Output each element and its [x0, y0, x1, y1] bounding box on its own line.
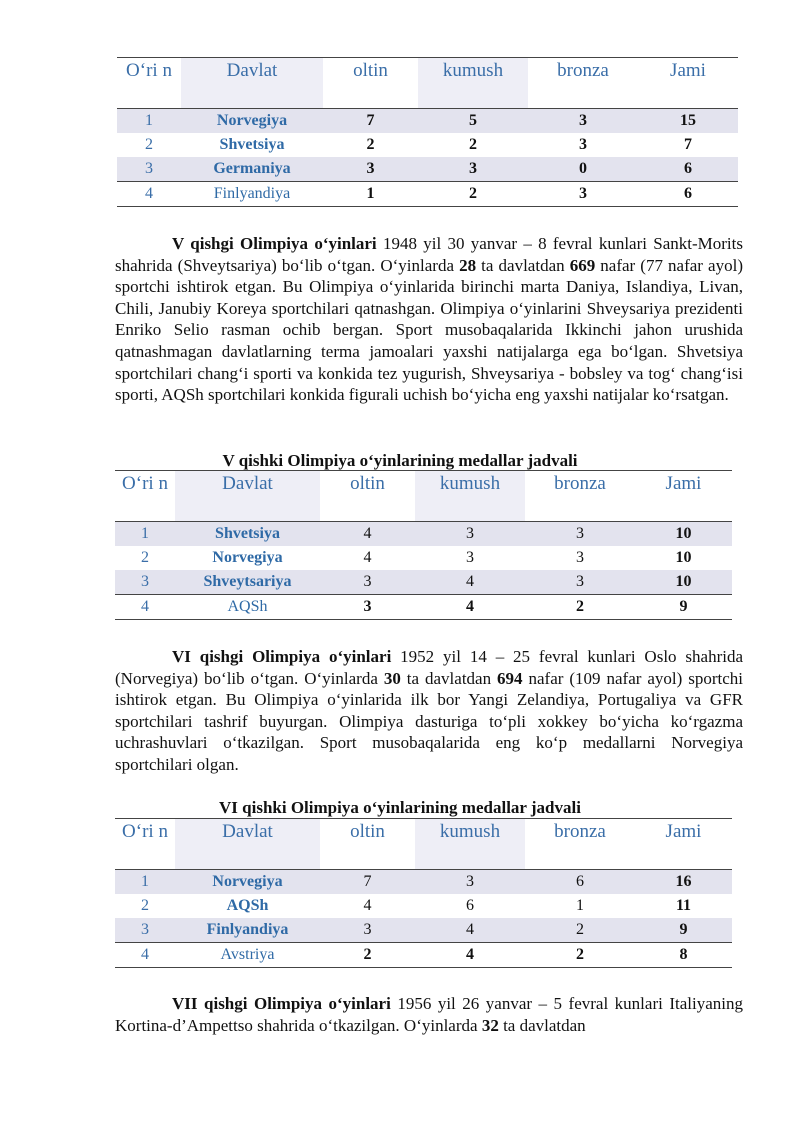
header-gold: oltin — [320, 819, 415, 870]
rank-cell: 1 — [115, 870, 175, 895]
gold-cell: 7 — [323, 109, 418, 134]
athlete-count: 669 — [569, 255, 596, 275]
country-count: 32 — [481, 1015, 499, 1035]
table-row — [115, 522, 732, 547]
silver-cell: 4 — [415, 943, 525, 968]
rank-cell: 4 — [115, 595, 175, 620]
paragraph-text: 1952 yil 14 – 25 fevral kunlari Oslo shahrida (Norvegiya) bo‘lib o‘tgan. O‘yinlarda — [115, 647, 743, 688]
total-cell: 10 — [675, 549, 692, 566]
country-count: 28 — [459, 255, 477, 275]
paragraph-text: nafar (77 nafar ayol) sportchi ishtirok etgan. Bu Olimpiya o‘yinlarida birinchi marta Daniya, Islandiya, Livan, Chili, Janubiy Koreya sportchilari qatnashgan. Olimpiya o‘yinlarini Shveysariya prezidenti Enriko Selio rasman ochib bergan. Sport musobaqalarida Ikkinchi jahon urushida qatnashmagan davlatlarning terma jamoalari yaxshi natijalarga ega bo‘lgan. Shvetsiya sportchilari chang‘i sporti va konkida tez yugurish, Shveysariya - bobsley va tog‘ chang‘isi sporti, AQSh sportchilari konkida figurali uchish bo‘yicha eng yaxshi natijalar ko‘rsatgan. — [115, 255, 743, 405]
rank-cell: 2 — [145, 136, 153, 153]
header-rank: O‘ri n — [115, 819, 175, 870]
paragraph-vi-olympics — [115, 646, 743, 776]
country-cell: Shveytsariya — [175, 570, 320, 595]
table-header-row — [117, 58, 738, 109]
total-cell: 8 — [635, 943, 732, 968]
paragraph-text: 1948 yil 30 yanvar – 8 fevral kunlari Sankt-Morits shahrida (Shveytsariya) bo‘lib o‘tgan. O‘yinlarda — [115, 234, 743, 275]
country-cell: Shvetsiya — [219, 136, 285, 153]
header-silver: kumush — [415, 471, 525, 522]
header-gold: oltin — [323, 58, 418, 109]
paragraph-v-olympics — [115, 233, 743, 406]
rank-cell: 3 — [115, 918, 175, 943]
bronze-cell: 0 — [528, 157, 638, 182]
header-total: Jami — [638, 58, 738, 109]
table-header-row — [115, 819, 732, 870]
header-country: Davlat — [175, 819, 320, 870]
table-row — [115, 546, 732, 570]
rank-cell: 4 — [115, 943, 175, 968]
total-cell: 15 — [638, 109, 738, 134]
header-total: Jami — [635, 819, 732, 870]
athlete-count: 694 — [497, 668, 523, 688]
country-cell: Avstriya — [175, 943, 320, 968]
total-cell: 16 — [635, 870, 732, 895]
gold-cell: 4 — [363, 549, 372, 566]
bronze-cell: 1 — [576, 897, 584, 914]
silver-cell: 5 — [418, 109, 528, 134]
gold-cell: 3 — [323, 157, 418, 182]
rank-cell: 1 — [115, 522, 175, 547]
table-row — [115, 570, 732, 595]
header-country: Davlat — [181, 58, 323, 109]
table-row — [117, 109, 738, 134]
silver-cell: 3 — [415, 870, 525, 895]
total-cell: 9 — [635, 918, 732, 943]
gold-cell: 2 — [366, 136, 375, 153]
table-row — [115, 943, 732, 968]
bronze-cell: 3 — [528, 109, 638, 134]
table-caption: VI qishki Olimpiya o‘yinlarining medallar jadvali — [219, 798, 581, 817]
header-gold: oltin — [320, 471, 415, 522]
bronze-cell: 2 — [525, 918, 635, 943]
paragraph-vii-olympics — [115, 993, 743, 1036]
total-cell: 10 — [635, 522, 732, 547]
table-row — [117, 182, 738, 207]
country-cell: Norvegiya — [175, 870, 320, 895]
medal-table-vi — [115, 818, 732, 968]
table-row — [115, 870, 732, 895]
table-row — [115, 918, 732, 943]
gold-cell: 4 — [363, 897, 372, 914]
total-cell: 6 — [638, 157, 738, 182]
gold-cell: 1 — [323, 182, 418, 207]
country-cell: Finlyandiya — [181, 182, 323, 207]
country-cell: Norvegiya — [181, 109, 323, 134]
header-country: Davlat — [175, 471, 320, 522]
paragraph-text: nafar (109 nafar ayol) sportchi ishtirok etgan. Bu Olimpiya o‘yinlarida ilk bor Yangi Zelandiya, Portugaliya va GFR sportchilari tashrif buyurgan. Olimpiya dasturiga to‘pli xokkey bo‘yicha ko‘rgazma uchrashuvlari o‘tkazilgan. Sport musobaqalarida eng ko‘p medallarni Norvegiya sportchilari olgan. — [115, 668, 744, 774]
header-bronze: bronza — [528, 58, 638, 109]
total-cell: 6 — [638, 182, 738, 207]
country-cell: AQSh — [175, 595, 320, 620]
gold-cell: 3 — [320, 918, 415, 943]
header-total: Jami — [635, 471, 732, 522]
bronze-cell: 2 — [525, 943, 635, 968]
header-rank: O‘ri n — [115, 471, 175, 522]
table-row — [117, 133, 738, 157]
table-row — [115, 595, 732, 620]
country-cell: Finlyandiya — [175, 918, 320, 943]
rank-cell: 1 — [117, 109, 181, 134]
bronze-cell: 3 — [576, 549, 584, 566]
country-cell: Shvetsiya — [175, 522, 320, 547]
table-row — [117, 157, 738, 182]
bronze-cell: 6 — [525, 870, 635, 895]
gold-cell: 7 — [320, 870, 415, 895]
gold-cell: 4 — [320, 522, 415, 547]
paragraph-text: ta davlatdan — [476, 255, 570, 275]
table-row — [115, 894, 732, 918]
total-cell: 9 — [635, 595, 732, 620]
paragraph-lead: VI qishgi Olimpiya o‘yinlari — [172, 647, 392, 666]
silver-cell: 4 — [415, 570, 525, 595]
table-caption: V qishki Olimpiya o‘yinlarining medallar jadvali — [222, 451, 578, 470]
gold-cell: 3 — [320, 570, 415, 595]
paragraph-text: ta davlatdan — [498, 1015, 586, 1035]
header-silver: kumush — [418, 58, 528, 109]
paragraph-lead: VII qishgi Olimpiya o‘yinlari — [172, 994, 391, 1013]
paragraph-lead: V qishgi Olimpiya o‘yinlari — [172, 234, 377, 253]
medal-table-v — [115, 470, 732, 620]
silver-cell: 3 — [415, 522, 525, 547]
rank-cell: 2 — [141, 549, 149, 566]
table-header-row — [115, 471, 732, 522]
header-bronze: bronza — [525, 819, 635, 870]
silver-cell: 4 — [415, 595, 525, 620]
rank-cell: 2 — [141, 897, 149, 914]
silver-cell: 6 — [466, 897, 474, 914]
silver-cell: 4 — [415, 918, 525, 943]
bronze-cell: 3 — [528, 182, 638, 207]
bronze-cell: 3 — [525, 522, 635, 547]
country-cell: Norvegiya — [212, 549, 283, 566]
paragraph-text: ta davlatdan — [400, 668, 498, 688]
silver-cell: 3 — [466, 549, 474, 566]
total-cell: 7 — [684, 136, 692, 153]
total-cell: 10 — [635, 570, 732, 595]
country-cell: Germaniya — [181, 157, 323, 182]
bronze-cell: 3 — [525, 570, 635, 595]
header-silver: kumush — [415, 819, 525, 870]
rank-cell: 3 — [117, 157, 181, 182]
bronze-cell: 2 — [525, 595, 635, 620]
bronze-cell: 3 — [579, 136, 587, 153]
silver-cell: 3 — [418, 157, 528, 182]
header-rank: O‘ri n — [117, 58, 181, 109]
rank-cell: 3 — [115, 570, 175, 595]
country-cell: AQSh — [226, 897, 269, 914]
paragraph-text: 1956 yil 26 yanvar – 5 fevral kunlari Italiyaning Kortina-d’Ampettso shahrida o‘tkazilgan. O‘yinlarda — [115, 994, 743, 1035]
header-bronze: bronza — [525, 471, 635, 522]
silver-cell: 2 — [418, 182, 528, 207]
rank-cell: 4 — [117, 182, 181, 207]
medal-table-iv — [117, 57, 738, 207]
gold-cell: 2 — [320, 943, 415, 968]
total-cell: 11 — [675, 897, 692, 914]
gold-cell: 3 — [320, 595, 415, 620]
country-count: 30 — [383, 668, 401, 688]
silver-cell: 2 — [469, 136, 477, 153]
